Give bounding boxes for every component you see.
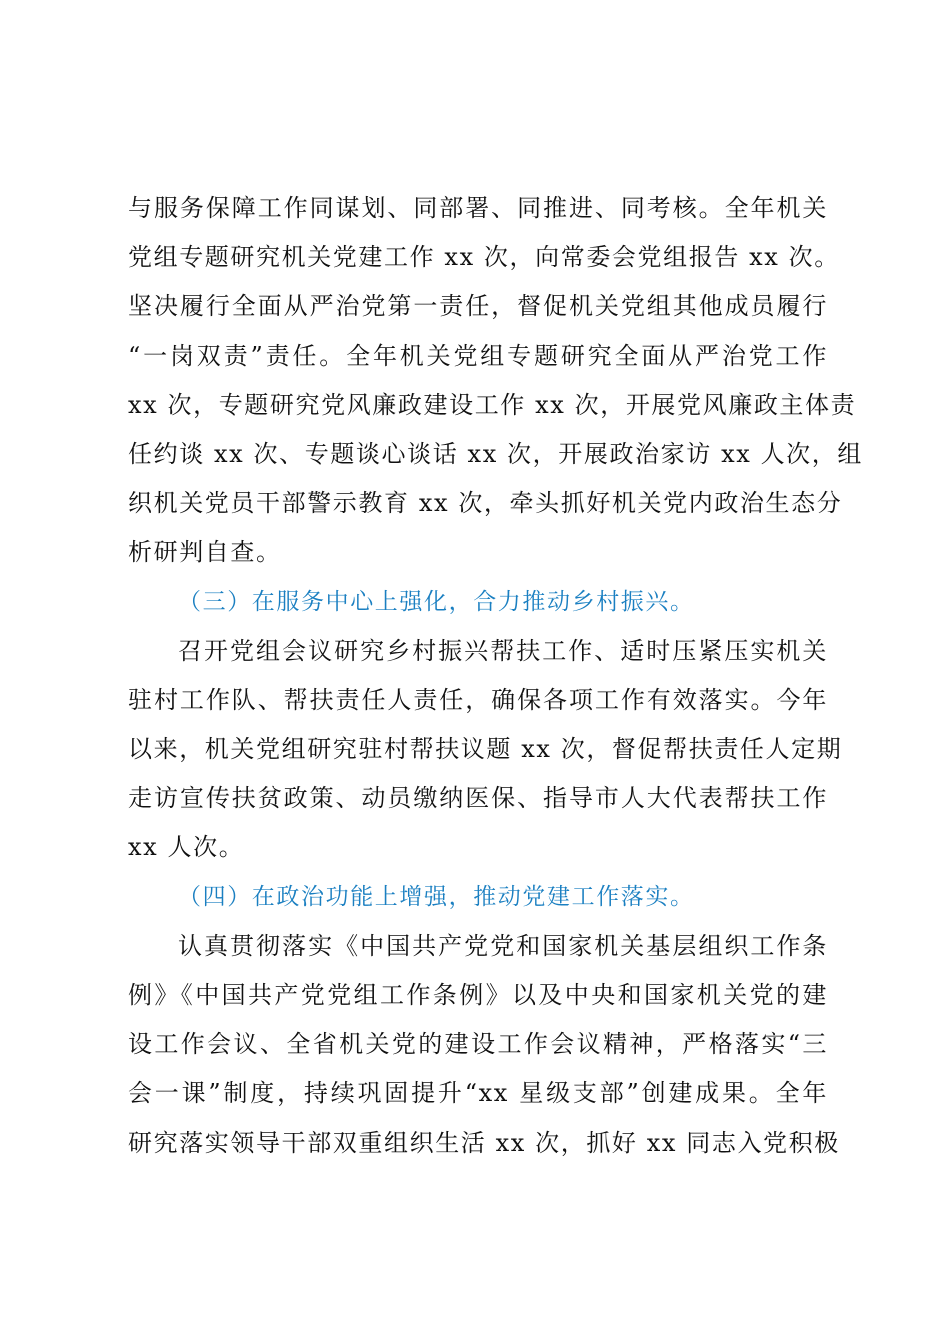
section-heading-3 xyxy=(128,578,828,627)
text-line: 织机关党员干部警示教育 xx 次，牵头抓好机关党内政治生态分 xyxy=(128,489,843,518)
text-line: 认真贯彻落实《中国共产党党和国家机关基层组织工作条 xyxy=(178,931,828,960)
paragraph-rural-revitalization xyxy=(128,627,843,873)
text-line: 以来，机关党组研究驻村帮扶议题 xx 次，督促帮扶责任人定期 xyxy=(128,735,843,764)
text-line: 研究落实领导干部双重组织生活 xx 次，抓好 xx 同志入党积极 xyxy=(128,1128,840,1157)
heading-text: （四）在政治功能上增强，推动党建工作落实。 xyxy=(178,883,695,910)
text-line: 任约谈 xx 次、专题谈心谈话 xx 次，开展政治家访 xx 人次，组 xyxy=(128,439,863,468)
text-line: 坚决履行全面从严治党第一责任，督促机关党组其他成员履行 xyxy=(128,292,828,321)
text-line: 走访宣传扶贫政策、动员缴纳医保、指导市人大代表帮扶工作 xyxy=(128,784,828,813)
document-body xyxy=(128,184,863,1168)
text-line: 驻村工作队、帮扶责任人责任，确保各项工作有效落实。今年 xyxy=(128,685,828,714)
paragraph-political-function xyxy=(128,922,840,1168)
text-line: 召开党组会议研究乡村振兴帮扶工作、适时压紧压实机关 xyxy=(178,636,828,665)
text-line: 与服务保障工作同谋划、同部署、同推进、同考核。全年机关 xyxy=(128,194,828,222)
text-line: 析研判自查。 xyxy=(128,538,282,567)
text-line: xx 人次。 xyxy=(128,833,245,862)
text-line: 例》《中国共产党党组工作条例》以及中央和国家机关党的建 xyxy=(128,981,828,1009)
text-line: “一岗双责”责任。全年机关党组专题研究全面从严治党工作 xyxy=(128,341,828,370)
text-line: 会一课”制度，持续巩固提升“xx 星级支部”创建成果。全年 xyxy=(128,1079,828,1108)
text-line: 党组专题研究机关党建工作 xx 次，向常委会党组报告 xx 次。 xyxy=(128,243,840,272)
text-line: xx 次，专题研究党风廉政建设工作 xx 次，开展党风廉政主体责 xyxy=(128,390,857,419)
section-heading-4 xyxy=(128,873,828,922)
paragraph-party-responsibility xyxy=(128,184,863,578)
heading-text: （三）在服务中心上强化，合力推动乡村振兴。 xyxy=(178,588,695,615)
text-line: 设工作会议、全省机关党的建设工作会议精神，严格落实“三 xyxy=(128,1030,828,1059)
